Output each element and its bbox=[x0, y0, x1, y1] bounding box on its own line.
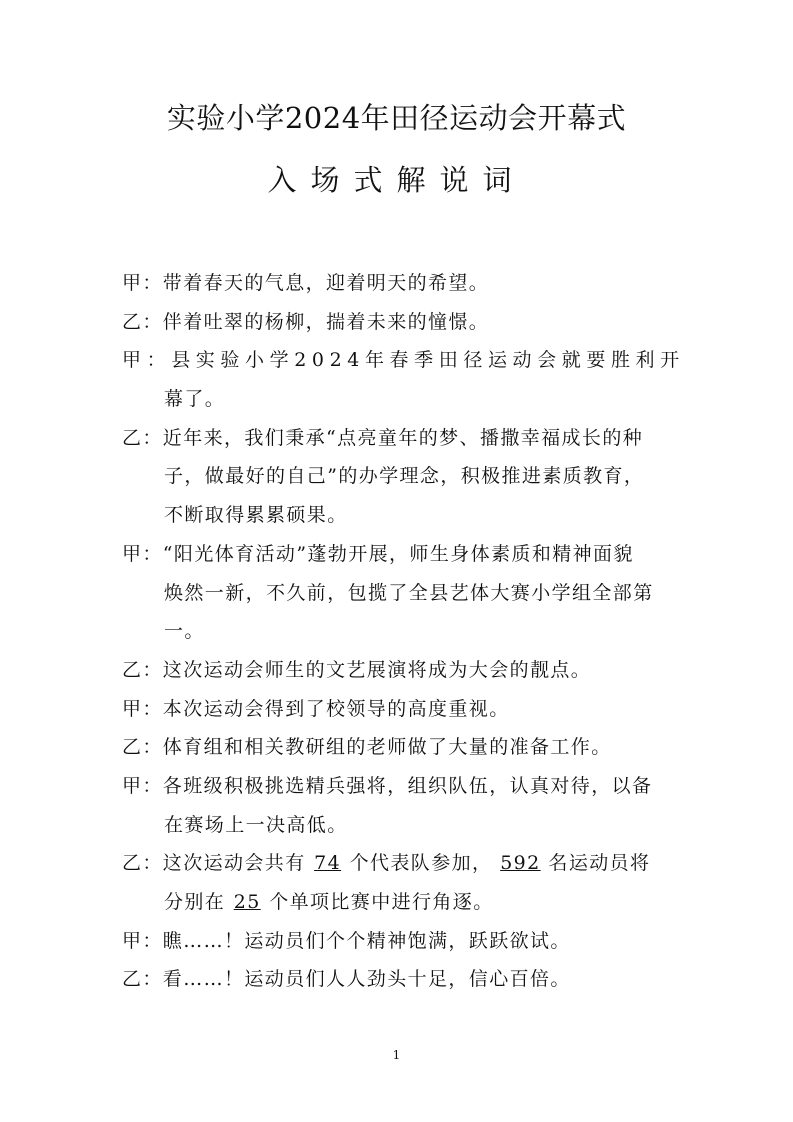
document-subtitle: 入场式解说词 bbox=[267, 163, 526, 197]
text-line: 甲：县实验小学2024年春季田径运动会就要胜利开 bbox=[122, 349, 685, 372]
text-line: 甲：本次运动会得到了校领导的高度重视。 bbox=[122, 697, 510, 720]
text-segment: 个代表队参加， bbox=[349, 852, 493, 875]
text-line: 乙：体育组和相关教研组的老师做了大量的准备工作。 bbox=[122, 736, 612, 759]
text-line: 甲：瞧……！运动员们个个精神饱满，跃跃欲试。 bbox=[122, 929, 571, 952]
text-line: 乙：这次运动会师生的文艺展演将成为大会的靓点。 bbox=[122, 658, 592, 681]
text-line: 甲：带着春天的气息，迎着明天的希望。 bbox=[122, 272, 490, 294]
athletes-count-blank: 592 bbox=[500, 852, 541, 875]
text-line: 乙：近年来，我们秉承“点亮童年的梦、播撒幸福成长的种 bbox=[122, 426, 644, 449]
text-line: 子，做最好的自己”的办学理念，积极推进素质教育， bbox=[164, 465, 645, 488]
page-number: 1 bbox=[392, 1048, 401, 1062]
teams-count-blank: 74 bbox=[314, 852, 342, 875]
text-line bbox=[122, 885, 682, 919]
text-segment: 分别在 bbox=[164, 891, 226, 913]
document-body bbox=[122, 266, 685, 1001]
text-line bbox=[122, 846, 682, 880]
text-line: 焕然一新，不久前，包揽了全县艺体大赛小学组全部第 bbox=[164, 581, 654, 604]
text-line: 一。 bbox=[164, 620, 205, 643]
text-line: 在赛场上一决高低。 bbox=[164, 813, 348, 836]
text-line: 乙：伴着吐翠的杨柳，揣着未来的憧憬。 bbox=[122, 310, 490, 333]
text-line: 甲：“阳光体育活动”蓬勃开展，师生身体素质和精神面貌 bbox=[122, 542, 634, 565]
text-line: 乙：看……！运动员们人人劲头十足，信心百倍。 bbox=[122, 968, 571, 991]
events-count-blank: 25 bbox=[233, 891, 261, 913]
text-line: 幕了。 bbox=[164, 388, 226, 411]
text-segment: 乙：这次运动会共有 bbox=[122, 852, 306, 875]
document-title: 实验小学2024年田径运动会开幕式 bbox=[166, 101, 627, 135]
text-segment: 个单项比赛中进行角逐。 bbox=[269, 891, 494, 913]
text-line: 不断取得累累硕果。 bbox=[164, 504, 348, 527]
text-line: 甲：各班级积极挑选精兵强将，组织队伍，认真对待，以备 bbox=[122, 774, 653, 797]
text-segment: 名运动员将 bbox=[548, 852, 651, 875]
